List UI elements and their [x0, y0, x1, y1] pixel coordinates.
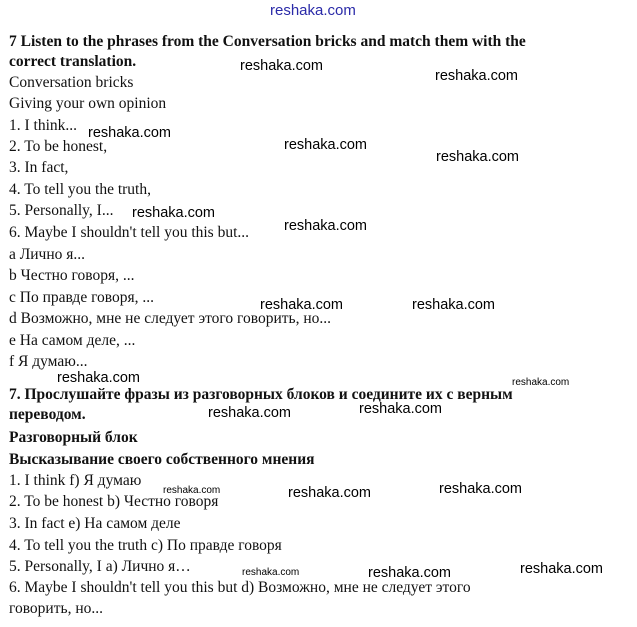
watermark: reshaka.com [436, 149, 520, 165]
subtitle-ru: Разговорный блок [9, 429, 138, 446]
answer-item: 5. Personally, I a) Лично я… [9, 558, 191, 575]
exercise-title-en-line2: correct translation. [9, 53, 137, 70]
watermark: reshaka.com [435, 68, 519, 84]
watermark: reshaka.com [163, 485, 221, 496]
answer-item: 6. Maybe I shouldn't tell you this but d) Возможно, мне не следует этого [9, 579, 471, 596]
translation-item: b Честно говоря, ... [9, 267, 135, 284]
phrase-item: 5. Personally, I... [9, 202, 114, 219]
exercise-title-en-line1: 7 Listen to the phrases from the Conversation bricks and match them with the [9, 33, 526, 50]
phrase-item: 2. To be honest, [9, 138, 108, 155]
header-watermark: reshaka.com [270, 2, 356, 19]
watermark: reshaka.com [208, 405, 292, 421]
exercise-title-ru-line1: 7. Прослушайте фразы из разговорных блоков и соедините их с верным [9, 386, 513, 403]
translation-item: c По правде говоря, ... [9, 289, 155, 306]
watermark: reshaka.com [359, 401, 443, 417]
topic-en: Giving your own opinion [9, 95, 167, 112]
phrase-item: 1. I think... [9, 117, 78, 134]
subtitle-en: Conversation bricks [9, 74, 134, 91]
watermark: reshaka.com [412, 297, 496, 313]
watermark: reshaka.com [368, 565, 452, 581]
answer-item: говорить, но... [9, 600, 103, 617]
answer-item: 2. To be honest b) Честно говоря [9, 493, 219, 510]
translation-item: a Лично я... [9, 246, 86, 263]
watermark: reshaka.com [240, 58, 324, 74]
translation-item: d Возможно, мне не следует этого говорить, но... [9, 310, 332, 327]
translation-item: e На самом деле, ... [9, 332, 136, 349]
answer-item: 1. I think f) Я думаю [9, 472, 142, 489]
phrase-item: 3. In fact, [9, 159, 69, 176]
exercise-title-ru-line2: переводом. [9, 406, 86, 423]
phrase-item: 6. Maybe I shouldn't tell you this but... [9, 224, 250, 241]
watermark: reshaka.com [288, 485, 372, 501]
watermark: reshaka.com [520, 561, 604, 577]
watermark: reshaka.com [284, 218, 368, 234]
watermark: reshaka.com [512, 377, 570, 388]
watermark: reshaka.com [439, 481, 523, 497]
watermark: reshaka.com [132, 205, 216, 221]
answer-item: 3. In fact e) На самом деле [9, 515, 181, 532]
translation-item: f Я думаю... [9, 353, 88, 370]
watermark: reshaka.com [284, 137, 368, 153]
topic-ru: Высказывание своего собственного мнения [9, 451, 315, 468]
watermark: reshaka.com [260, 297, 344, 313]
answer-item: 4. To tell you the truth c) По правде говоря [9, 537, 282, 554]
watermark: reshaka.com [242, 567, 300, 578]
watermark: reshaka.com [88, 125, 172, 141]
watermark: reshaka.com [57, 370, 141, 386]
phrase-item: 4. To tell you the truth, [9, 181, 151, 198]
